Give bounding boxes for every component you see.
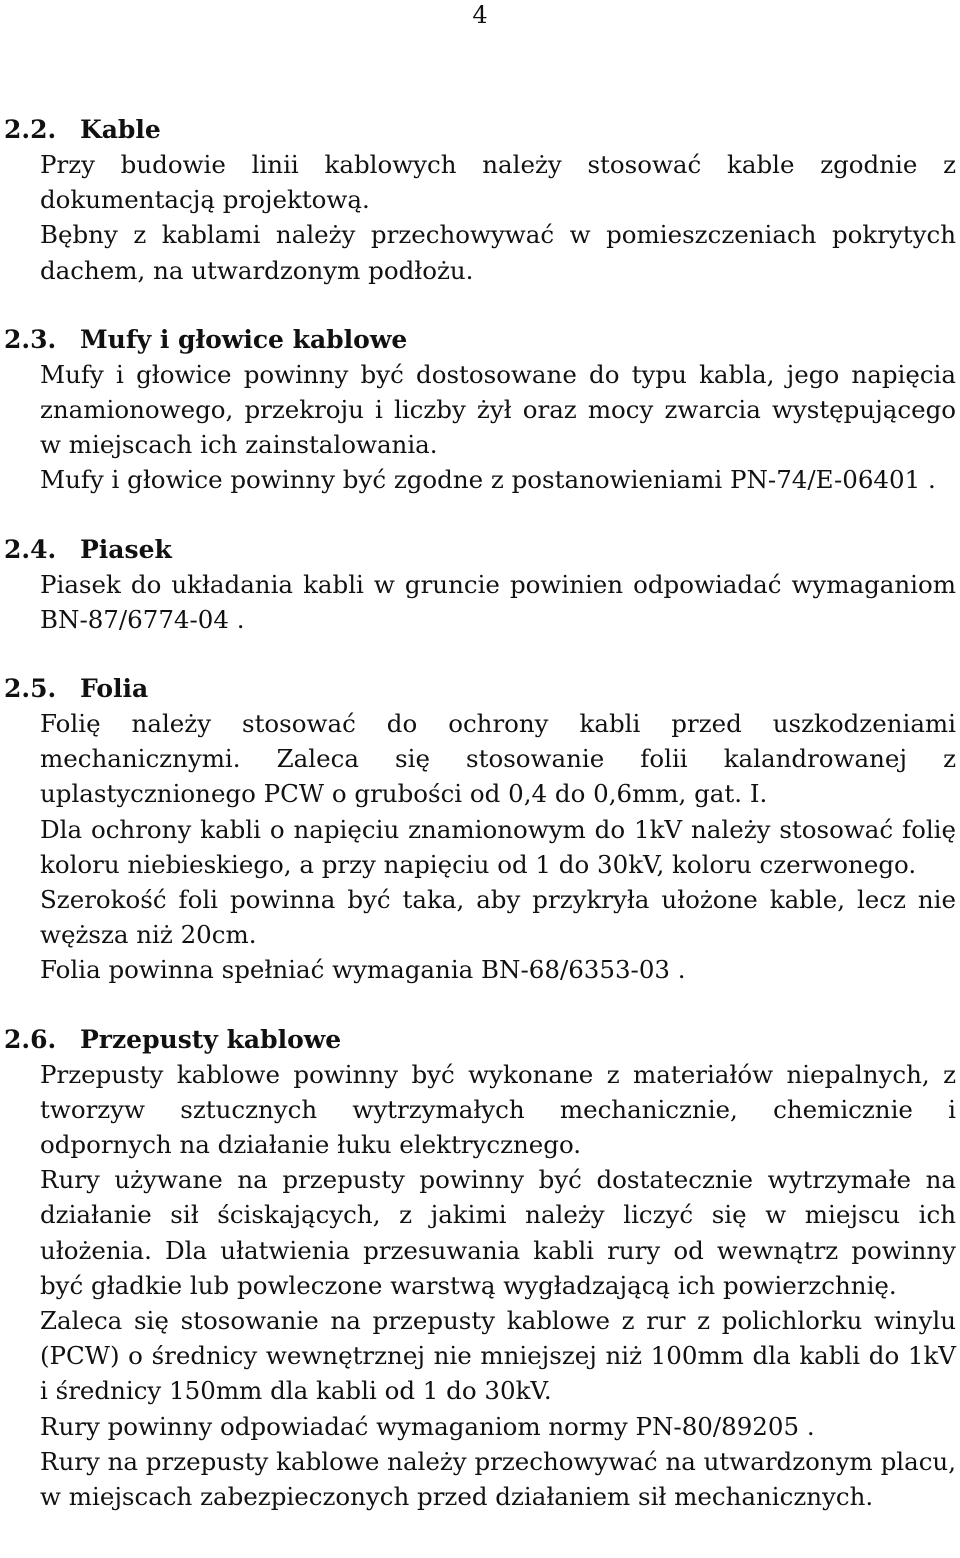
- paragraph: Mufy i głowice powinny być zgodne z postanowieniami PN-74/E-06401 .: [40, 465, 936, 495]
- section-piasek: [0, 532, 960, 637]
- section-number: 2.5.: [4, 674, 57, 704]
- paragraph: Przepusty kablowe powinny być wykonane z materiałów niepalnych, z tworzyw sztucznych wytrzymałych mechanicznie, chemicznie i odpornych na działanie łuku elektrycznego.: [40, 1059, 956, 1160]
- section-mufy: [0, 322, 960, 498]
- document-body: [0, 112, 960, 1548]
- paragraph: Bębny z kablami należy przechowywać w pomieszczeniach pokrytych dachem, na utwardzonym podłożu.: [40, 220, 956, 285]
- paragraph: Folia powinna spełniać wymagania BN-68/6353-03 .: [40, 955, 686, 985]
- section-title: Przepusty kablowe: [80, 1024, 342, 1054]
- paragraph: Dla ochrony kabli o napięciu znamionowym do 1kV należy stosować folię koloru niebieskiego, a przy napięciu od 1 do 30kV, koloru czerwonego.: [40, 814, 956, 879]
- page-number: 4: [472, 1, 488, 29]
- section-heading: [0, 322, 960, 357]
- section-heading: [0, 112, 960, 147]
- paragraph: Zaleca się stosowanie na przepusty kablowe z rur z polichlorku winylu (PCW) o średnicy wewnętrznej nie mniejszej niż 100mm dla kabli do 1kV i średnicy 150mm dla kabli od 1 do 30kV.: [40, 1306, 956, 1406]
- section-title: Folia: [80, 674, 149, 704]
- paragraph: Mufy i głowice powinny być dostosowane do typu kabla, jego napięcia znamionowego, przekroju i liczby żył oraz mocy zwarcia występującego w miejscach ich zainstalowania.: [40, 359, 956, 460]
- paragraph: Rury powinny odpowiadać wymaganiom normy PN-80/89205 .: [40, 1411, 815, 1441]
- paragraph: Rury na przepusty kablowe należy przechowywać na utwardzonym placu, w miejscach zabezpieczonych przed działaniem sił mechanicznych.: [40, 1446, 956, 1512]
- section-title: Piasek: [80, 534, 172, 564]
- paragraph: Folię należy stosować do ochrony kabli przed uszkodzeniami mechanicznymi. Zaleca się stosowanie folii kalandrowanej z uplastycznionego PCW o grubości od 0,4 do 0,6mm, gat. I.: [40, 709, 956, 809]
- section-heading: [0, 671, 960, 706]
- paragraph: Przy budowie linii kablowych należy stosować kable zgodnie z dokumentacją projektową.: [40, 150, 956, 215]
- section-number: 2.2.: [4, 115, 57, 144]
- section-number: 2.4.: [4, 534, 57, 564]
- paragraph: Rury używane na przepusty powinny być dostatecznie wytrzymałe na działanie sił ściskających, z jakimi należy liczyć się w miejscu ich ułożenia. Dla ułatwienia przesuwania kabli rury od wewnątrz powinny być gładkie lub powleczone warstwą wygładzającą ich powierzchnię.: [40, 1165, 956, 1300]
- section-heading: [0, 1022, 960, 1057]
- paragraph: Szerokość foli powinna być taka, aby przykryła ułożone kable, lecz nie węższa niż 20cm.: [40, 885, 956, 950]
- paragraph: Piasek do układania kabli w gruncie powinien odpowiadać wymaganiom BN-87/6774-04 .: [40, 569, 956, 634]
- section-folia: [0, 671, 960, 988]
- section-heading: [0, 532, 960, 567]
- section-przepusty: [0, 1022, 960, 1515]
- section-title: Kable: [80, 115, 161, 144]
- section-title: Mufy i głowice kablowe: [80, 324, 408, 354]
- section-number: 2.3.: [4, 324, 57, 354]
- section-number: 2.6.: [4, 1024, 57, 1054]
- section-kable: [0, 112, 960, 288]
